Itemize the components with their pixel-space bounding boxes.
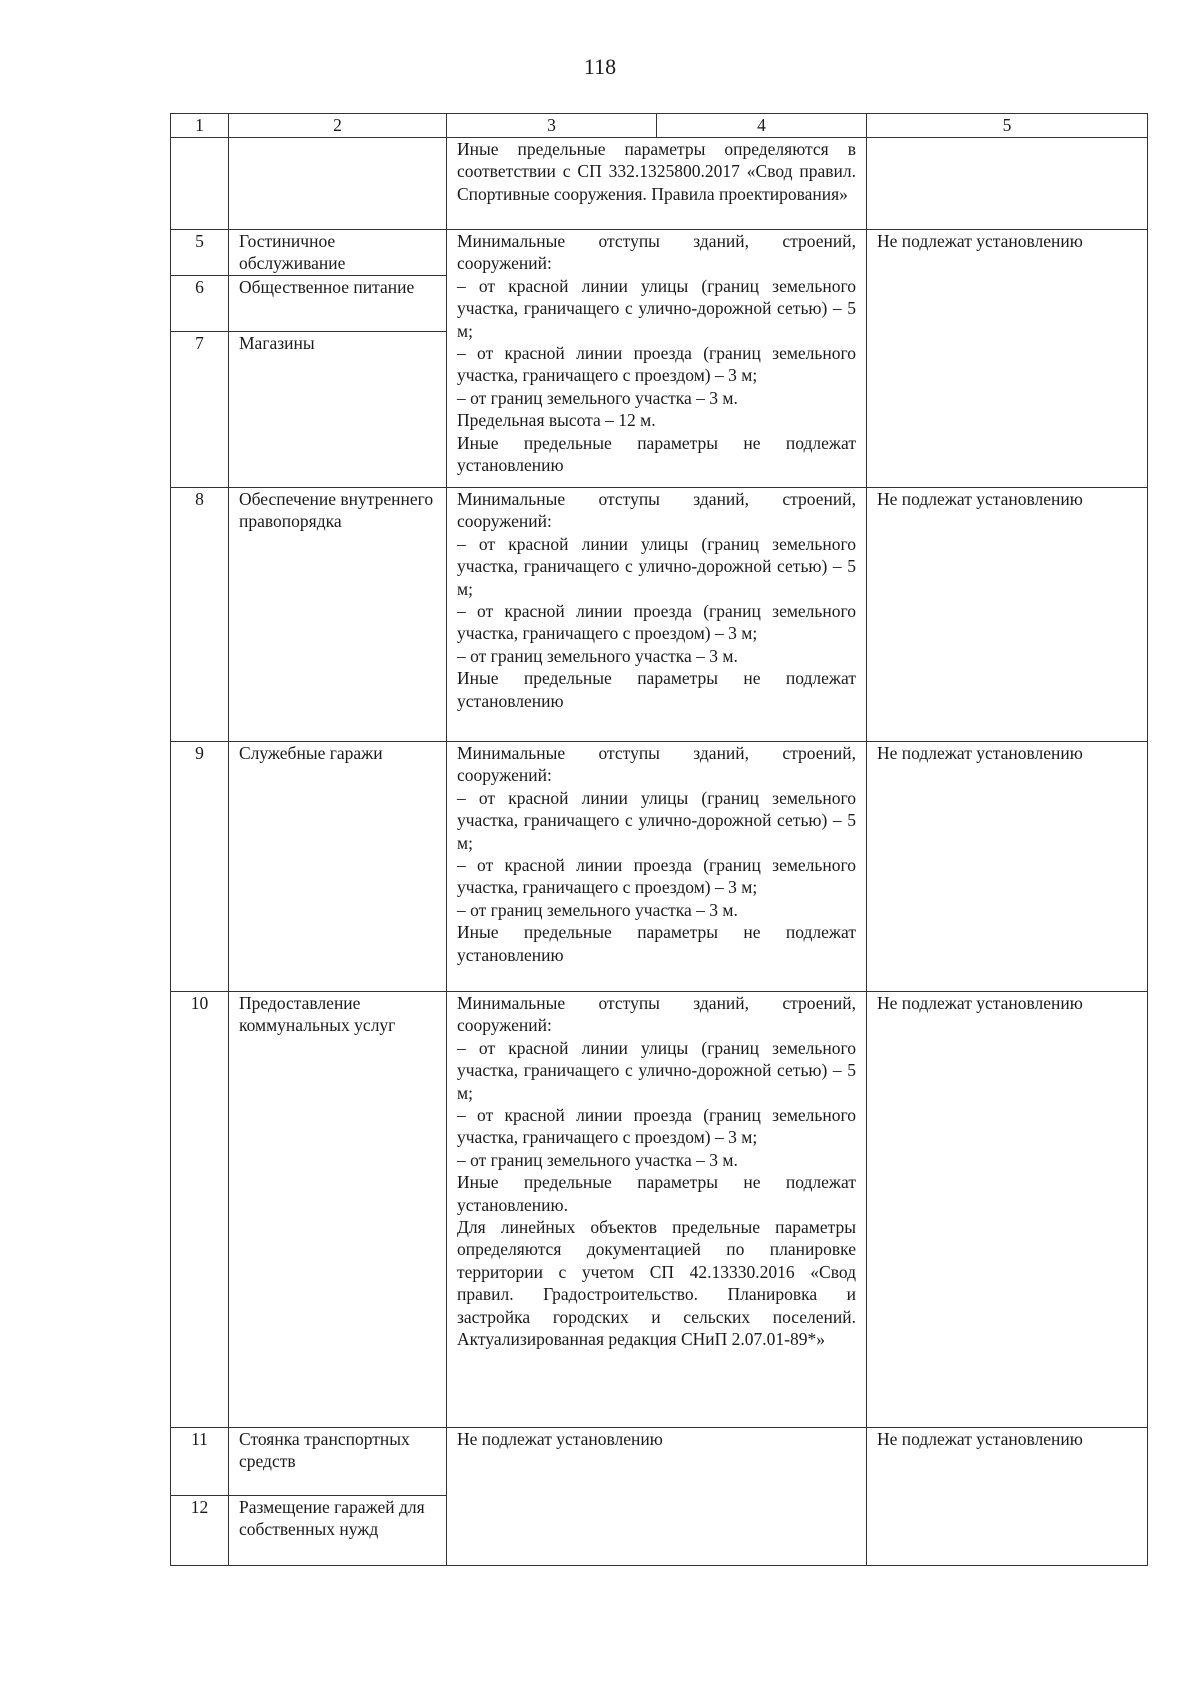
table-row: [171, 742, 1148, 992]
row-params: Не подлежат установлению: [447, 1428, 867, 1566]
row-col5: Не подлежат установлению: [867, 230, 1148, 488]
row-number: 9: [171, 742, 229, 992]
table-row-continuation: [171, 138, 1148, 230]
params-line: Минимальные отступы зданий, строений, сооружений:: [457, 743, 856, 786]
page-number: 118: [583, 54, 617, 79]
row-col5-cell: [867, 138, 1148, 230]
params-line: Предельная высота – 12 м.: [457, 410, 656, 431]
table-row: [171, 230, 1148, 276]
row-name: Гостиничное обслуживание: [229, 230, 447, 276]
row-params: [447, 488, 867, 742]
row-name-cell: [229, 138, 447, 230]
row-params: [447, 992, 867, 1428]
row-number: 7: [171, 332, 229, 488]
row-number: 8: [171, 488, 229, 742]
row-params-cell: Иные предельные параметры определяются в соответствии с СП 332.1325800.2017 «Свод правил. Спортивные сооружения. Правила проектирования»: [447, 138, 867, 230]
row-name: Общественное питание: [229, 276, 447, 332]
params-line: – от границ земельного участка – 3 м.: [457, 645, 738, 666]
row-number: 6: [171, 276, 229, 332]
row-col5: Не подлежат установлению: [867, 488, 1148, 742]
params-line: – от красной линии улицы (границ земельного участка, граничащего с улично-дорожной сетью) – 5 м;: [457, 1037, 856, 1103]
params-line: – от красной линии проезда (границ земельного участка, граничащего с проездом) – 3 м;: [457, 1105, 856, 1148]
params-line: Для линейных объектов предельные параметры определяются документацией по планировке территории с учетом СП 42.13330.2016 «Свод правил. Градостроительство. Планировка и застройка городских и сельских поселений. Актуализированная редакция СНиП 2.07.01-89*»: [457, 1217, 856, 1350]
params-line: Минимальные отступы зданий, строений, сооружений:: [457, 231, 856, 274]
header-cell-3: 3: [447, 114, 657, 138]
params-line: Иные предельные параметры не подлежат установлению: [457, 922, 856, 965]
row-col5: Не подлежат установлению: [867, 742, 1148, 992]
params-line: – от красной линии улицы (границ земельного участка, граничащего с улично-дорожной сетью) – 5 м;: [457, 275, 856, 341]
params-line: – от красной линии проезда (границ земельного участка, граничащего с проездом) – 3 м;: [457, 343, 856, 386]
row-number-cell: [171, 138, 229, 230]
table-row: [171, 488, 1148, 742]
table-header-row: [171, 114, 1148, 138]
params-line: – от красной линии улицы (границ земельного участка, граничащего с улично-дорожной сетью) – 5 м;: [457, 787, 856, 853]
row-number: 11: [171, 1428, 229, 1496]
row-col5: Не подлежат установлению: [867, 992, 1148, 1428]
row-number: 12: [171, 1496, 229, 1566]
row-name: Размещение гаражей для собственных нужд: [229, 1496, 447, 1566]
params-line: – от границ земельного участка – 3 м.: [457, 899, 738, 920]
params-line: Минимальные отступы зданий, строений, сооружений:: [457, 993, 856, 1036]
params-line: Иные предельные параметры не подлежат установлению.: [457, 1172, 856, 1215]
row-name: Обеспечение внутреннего правопорядка: [229, 488, 447, 742]
regulations-table: [170, 113, 1148, 1566]
table-row: [171, 1428, 1148, 1496]
row-number: 10: [171, 992, 229, 1428]
row-name: Предоставление коммунальных услуг: [229, 992, 447, 1428]
params-line: – от границ земельного участка – 3 м.: [457, 1149, 738, 1170]
row-col5: Не подлежат установлению: [867, 1428, 1148, 1566]
params-line: – от границ земельного участка – 3 м.: [457, 387, 738, 408]
row-name: Стоянка транспортных средств: [229, 1428, 447, 1496]
params-line: – от красной линии проезда (границ земельного участка, граничащего с проездом) – 3 м;: [457, 855, 856, 898]
header-cell-4: 4: [657, 114, 867, 138]
params-line: – от красной линии улицы (границ земельного участка, граничащего с улично-дорожной сетью) – 5 м;: [457, 533, 856, 599]
row-params: [447, 230, 867, 488]
header-cell-5: 5: [867, 114, 1148, 138]
row-params: [447, 742, 867, 992]
params-line: Иные предельные параметры не подлежат установлению: [457, 668, 856, 711]
header-cell-2: 2: [229, 114, 447, 138]
params-line: Минимальные отступы зданий, строений, сооружений:: [457, 489, 856, 532]
params-line: – от красной линии проезда (границ земельного участка, граничащего с проездом) – 3 м;: [457, 601, 856, 644]
row-number: 5: [171, 230, 229, 276]
table-row: [171, 992, 1148, 1428]
row-name: Служебные гаражи: [229, 742, 447, 992]
params-line: Иные предельные параметры не подлежат установлению: [457, 432, 856, 476]
row-name: Магазины: [229, 332, 447, 488]
header-cell-1: 1: [171, 114, 229, 138]
